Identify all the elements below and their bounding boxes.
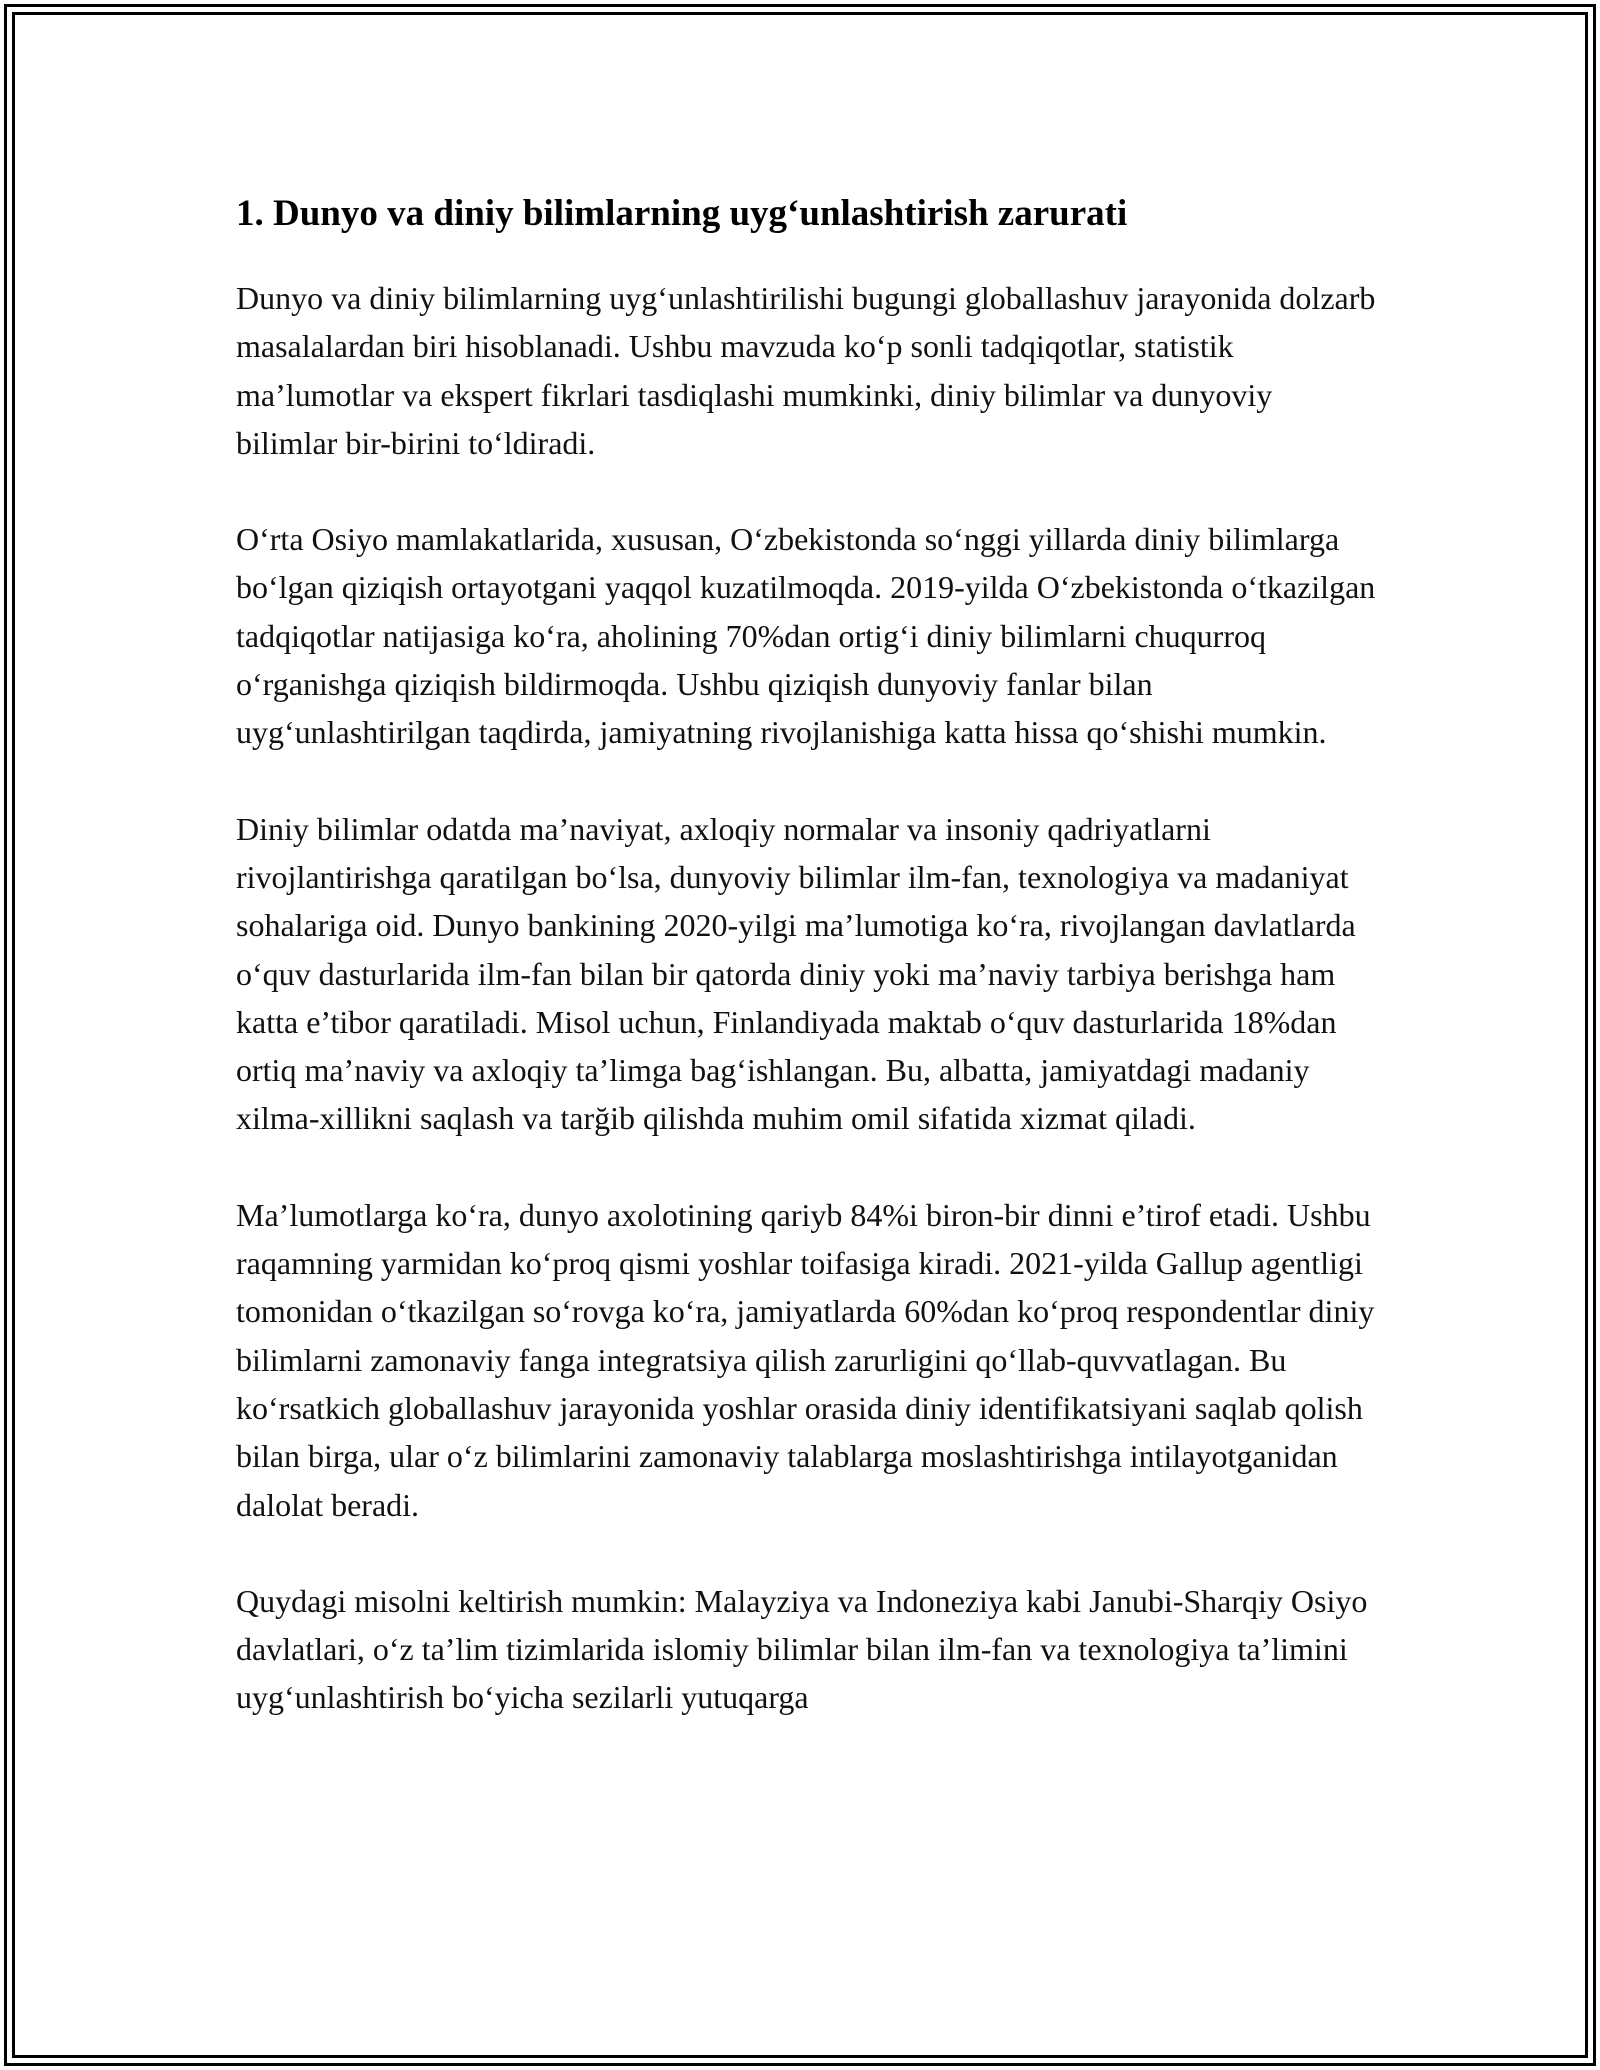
section-heading: 1. Dunyo va diniy bilimlarning uyg‘unlashtirish zarurati [236,193,1128,234]
paragraph-example: Quydagi misolni keltirish mumkin: Malayziya va Indoneziya kabi Janubi-Sharqiy Osiyo davlatlari, o‘z ta’lim tizimlarida islomiy bilimlar bilan ilm-fan va texnologiya ta’limini uyg‘unlashtirish bo‘yicha sezilarli yutuqarga [236,1582,1368,1716]
document-body [236,188,1376,1770]
paragraph-intro: Dunyo va diniy bilimlarning uyg‘unlashtirilishi bugungi globallashuv jarayonida dolzarb masalalardan biri hisoblanadi. Ushbu mavzuda ko‘p sonli tadqiqotlar, statistik ma’lumotlar va ekspert fikrlari tasdiqlashi mumkinki, diniy bilimlar va dunyoviy bilimlar bir-birini to‘ldiradi. [236,280,1376,461]
paragraph-religious-secular: Diniy bilimlar odatda ma’naviyat, axloqiy normalar va insoniy qadriyatlarni rivojlantirishga qaratilgan bo‘lsa, dunyoviy bilimlar ilm-fan, texnologiya va madaniyat sohalariga oid. Dunyo bankining 2020-yilgi ma’lumotiga ko‘ra, rivojlangan davlatlarda o‘quv dasturlarida ilm-fan bilan bir qatorda diniy yoki ma’naviy tarbiya berishga ham katta e’tibor qaratiladi. Misol uchun, Finlandiyada maktab o‘quv dasturlarida 18%dan ortiq ma’naviy va axloqiy ta’limga bag‘ishlangan. Bu, albatta, jamiyatdagi madaniy xilma-xillikni saqlash va tarğib qilishda muhim omil sifatida xizmat qiladi. [236,810,1356,1137]
paragraph-central-asia: O‘rta Osiyo mamlakatlarida, xususan, O‘zbekistonda so‘nggi yillarda diniy bilimlarga bo‘lgan qiziqish ortayotgani yaqqol kuzatilmoqda. 2019-yilda O‘zbekistonda o‘tkazilgan tadqiqotlar natijasiga ko‘ra, aholining 70%dan ortig‘i diniy bilimlarni chuqurroq o‘rganishga qiziqish bildirmoqda. Ushbu qiziqish dunyoviy fanlar bilan uyg‘unlashtirilgan taqdirda, jamiyatning rivojlanishiga katta hissa qo‘shishi mumkin. [236,521,1376,751]
paragraph-statistics: Ma’lumotlarga ko‘ra, dunyo axolotining qariyb 84%i biron-bir dinni e’tirof etadi. Ushbu raqamning yarmidan ko‘proq qismi yoshlar toifasiga kiradi. 2021-yilda Gallup agentligi tomonidan o‘tkazilgan so‘rovga ko‘ra, jamiyatlarda 60%dan ko‘proq respondentlar diniy bilimlarni zamonaviy fanga integratsiya qilish zarurligini qo‘llab-quvvatlagan. Bu ko‘rsatkich globallashuv jarayonida yoshlar orasida diniy identifikatsiyani saqlab qolish bilan birga, ular o‘z bilimlarini zamonaviy talablarga moslashtirishga intilayotganidan dalolat beradi. [236,1196,1375,1523]
